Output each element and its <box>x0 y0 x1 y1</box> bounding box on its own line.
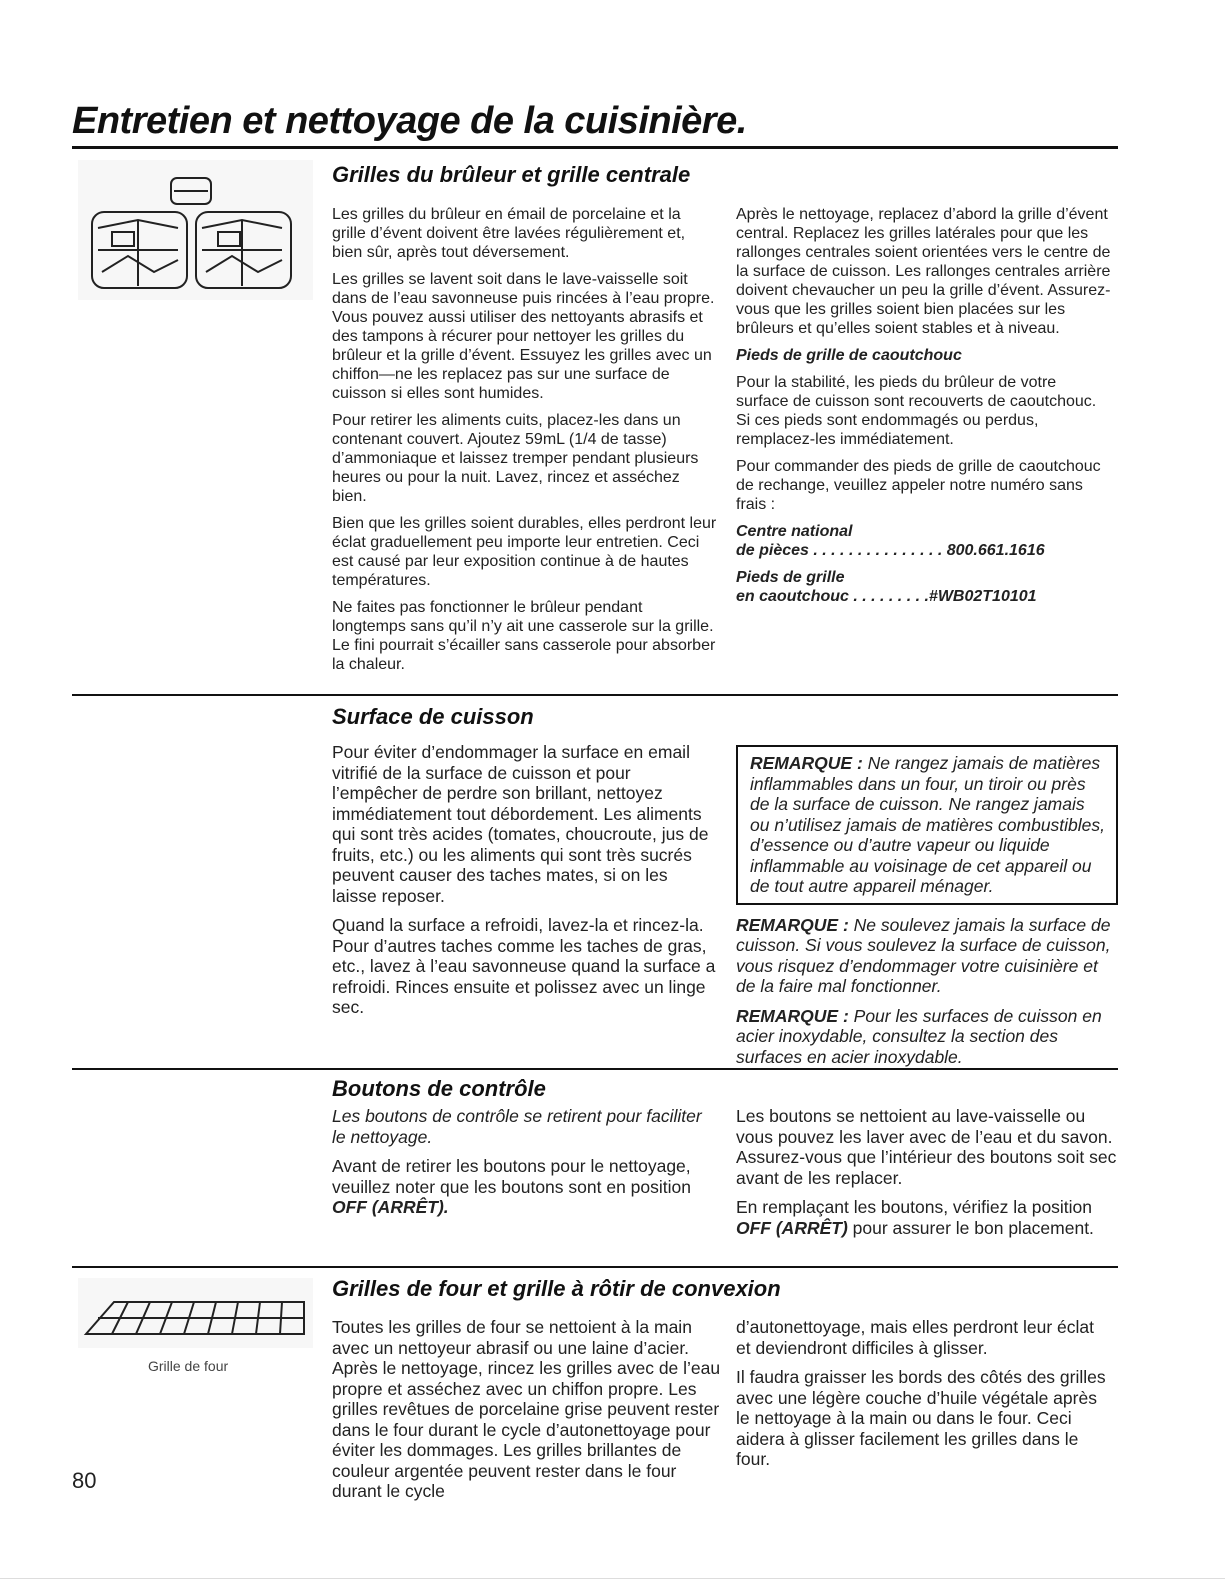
note-paragraph <box>736 1006 1118 1068</box>
paragraph: Les grilles se lavent soit dans le lave-vaisselle soit dans de l’eau savonneuse puis rincées à l’eau propre. Vous pouvez aussi utiliser des nettoyants abrasifs et des tampons à récurer pour nettoyer les grilles du brûleur et la grille d’évent. Essuyez les grilles avec un chiffon—ne les replacez pas sur une surface de cuisson si elles sont humides. <box>332 271 715 402</box>
order-parts-center <box>736 522 1111 560</box>
note-label: REMARQUE : <box>736 914 849 935</box>
section-divider <box>72 694 1118 696</box>
burner-grates-illustration <box>78 160 313 300</box>
note-label: REMARQUE : <box>736 1005 849 1026</box>
page-number: 80 <box>72 1468 97 1493</box>
page-title: Entretien et nettoyage de la cuisinière. <box>72 100 747 142</box>
knobs-heading: Boutons de contrôle <box>332 1076 546 1101</box>
knobs-right-column <box>736 1106 1121 1247</box>
note-text: Pour les surfaces de cuisson en acier inoxydable, consultez la section des surfaces en acier inoxydable. <box>736 1005 1102 1067</box>
order-line: Pieds de grille <box>736 569 845 586</box>
order-rubber-feet <box>736 568 1111 606</box>
paragraph-text: En remplaçant les boutons, vérifiez la position <box>736 1197 1093 1217</box>
burner-grates-left-column <box>332 205 717 682</box>
paragraph-text: Avant de retirer les boutons pour le nettoyage, veuillez noter que les boutons sont en position <box>332 1156 691 1197</box>
section-divider <box>72 1068 1118 1070</box>
cooktop-right-column <box>736 745 1118 1076</box>
knobs-left-column <box>332 1106 717 1227</box>
oven-racks-right-column <box>736 1317 1111 1479</box>
paragraph: Bien que les grilles soient durables, elles perdront leur éclat graduellement peu importe leur entretien. Ceci est causé par leur exposition continue à de hautes températures. <box>332 515 717 589</box>
note-text: Ne soulevez jamais la surface de cuisson. Si vous soulevez la surface de cuisson, vous risquez d’endommager votre cuisinière et de la faire mal fonctionner. <box>736 914 1111 996</box>
cooktop-left-column <box>332 742 717 1027</box>
burner-grates-right-column <box>736 205 1111 614</box>
paragraph-text: pour assurer le bon placement. <box>852 1217 1094 1238</box>
title-rule <box>72 146 1118 149</box>
paragraph <box>332 1156 717 1218</box>
paragraph: Les boutons de contrôle se retirent pour faciliter le nettoyage. <box>332 1106 702 1147</box>
oven-rack-illustration <box>78 1278 313 1348</box>
cooktop-heading: Surface de cuisson <box>332 704 534 729</box>
paragraph: Quand la surface a refroidi, lavez-la et rincez-la. Pour d’autres taches comme les taches de gras, etc., lavez à l’eau savonneuse quand la surface a refroidi. Rinces ensuite et polissez avec un linge sec. <box>332 915 716 1017</box>
burner-grates-icon <box>78 160 313 300</box>
paragraph: Toutes les grilles de four se nettoient à la main avec un nettoyeur abrasif ou une laine d’acier. Après le nettoyage, rincez les grilles avec de l’eau propre et asséchez avec un chiffon propre. Les grilles revêtues de porcelaine grise peuvent rester dans le four durant le cycle d’autonettoyage pour éviter les dommages. Les grilles brillantes de couleur argentée peuvent rester dans le four durant le cycle <box>332 1317 721 1501</box>
paragraph: Il faudra graisser les bords des côtés des grilles avec une légère couche d’huile végétale après le nettoyage à la main ou dans le four. Ceci aidera à glisser facilement les grilles dans le four. <box>736 1367 1106 1469</box>
note-label: REMARQUE : <box>750 753 863 773</box>
paragraph: Pour commander des pieds de grille de caoutchouc de rechange, veuillez appeler notre numéro sans frais : <box>736 458 1101 513</box>
paragraph: Pour la stabilité, les pieds du brûleur de votre surface de cuisson sont recouverts de caoutchouc. Si ces pieds sont endommagés ou perdus, remplacez-les immédiatement. <box>736 374 1097 448</box>
note-paragraph <box>736 915 1118 997</box>
off-label: OFF (ARRÊT). <box>332 1197 449 1217</box>
section-divider <box>72 1266 1118 1268</box>
paragraph: Pour retirer les aliments cuits, placez-les dans un contenant couvert. Ajoutez 59mL (1/4 de tasse) d’ammoniaque et laissez tremper pendant plusieurs heures ou pour la nuit. Lavez, rincez et asséchez bien. <box>332 412 699 505</box>
paragraph: Les boutons se nettoient au lave-vaisselle ou vous pouvez les laver avec de l’eau et du savon. Assurez-vous que l’intérieur des boutons soit sec avant de les replacer. <box>736 1106 1117 1188</box>
paragraph: Ne faites pas fonctionner le brûleur pendant longtemps sans qu’il n’y ait une casserole sur la grille. Le fini pourrait s’écailler sans casserole pour absorber la chaleur. <box>332 599 716 673</box>
paragraph: Après le nettoyage, replacez d’abord la grille d’évent central. Replacez les grilles latérales pour que les rallonges centrales soient orientées vers le centre de la surface de cuisson. Les rallonges centrales arrière doivent chevaucher un peu la grille d’évent. Assurez-vous que les grilles soient bien placées sur les brûleurs et qu’elles soient stables et à niveau. <box>736 206 1111 337</box>
paragraph: Les grilles du brûleur en émail de porcelaine et la grille d’évent doivent être lavées régulièrement et, bien sûr, après tout déversement. <box>332 206 686 261</box>
warning-note-box <box>736 745 1118 905</box>
note-text: Ne rangez jamais de matières inflammables dans un four, un tiroir ou près de la surface de cuisson. Ne rangez jamais ou n’utilisez jamais de matières combustibles, d’essence ou d’autre vapeur ou liquide inflammable au voisinage de cet appareil ou de tout autre appareil ménager. <box>750 753 1106 896</box>
paragraph: d’autonettoyage, mais elles perdront leur éclat et deviendront difficiles à glisser. <box>736 1317 1094 1358</box>
order-line: en caoutchouc . . . . . . . . .#WB02T10101 <box>736 588 1037 605</box>
off-label: OFF (ARRÊT) <box>736 1217 848 1238</box>
rubber-feet-heading: Pieds de grille de caoutchouc <box>736 347 962 364</box>
paragraph <box>736 1197 1121 1238</box>
order-line: Centre national <box>736 523 853 540</box>
bottom-edge <box>0 1578 1225 1579</box>
burner-grates-heading: Grilles du brûleur et grille centrale <box>332 162 691 187</box>
oven-racks-heading: Grilles de four et grille à rôtir de convexion <box>332 1276 781 1301</box>
order-line: de pièces . . . . . . . . . . . . . . . 800.661.1616 <box>736 542 1045 559</box>
oven-racks-left-column <box>332 1317 722 1511</box>
oven-rack-caption: Grille de four <box>148 1358 229 1374</box>
paragraph: Pour éviter d’endommager la surface en email vitrifié de la surface de cuisson et pour l’empêcher de perdre son brillant, nettoyez immédiatement tout débordement. Les aliments qui sont très acides (tomates, choucroute, jus de fruits, etc.) ou les aliments qui sont très sucrés peuvent causer des taches mates, si on les laisse reposer. <box>332 742 709 906</box>
oven-rack-icon <box>78 1278 313 1348</box>
